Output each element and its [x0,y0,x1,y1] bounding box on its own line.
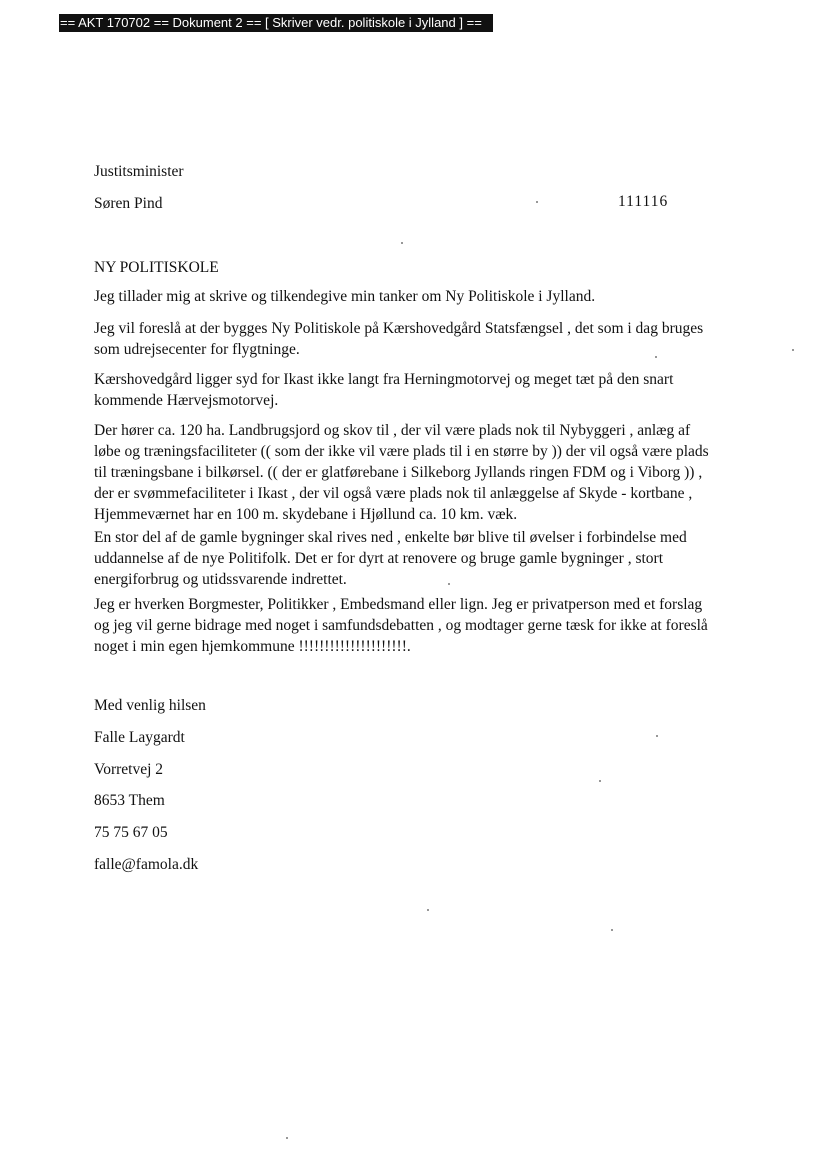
signature-phone: 75 75 67 05 [94,824,168,841]
signature-email: falle@famola.dk [94,856,199,873]
paragraph-line: noget i min egen hjemkommune !!!!!!!!!!!!!!!!!!!!!. [94,638,411,655]
paragraph-line: der er svømmefaciliteter i Ikast , der vil også være plads nok til anlæggelse af Skyde - kortbane , [94,485,693,502]
paragraph-buildings [94,527,734,590]
scan-speck [536,201,538,203]
reference-number: 111116 [618,193,669,210]
signature-closing: Med venlig hilsen [94,697,206,714]
document-header-banner: == AKT 170702 == Dokument 2 == [ Skriver vedr. politiskole i Jylland ] == [59,14,493,32]
recipient-name: Søren Pind [94,195,163,212]
paragraph-line: til træningsbane i bilkørsel. (( der er glatførebane i Silkeborg Jyllands ringen FDM og i Viborg )) , [94,464,703,481]
scan-speck [599,780,601,782]
signature-street: Vorretvej 2 [94,761,164,778]
paragraph-intro [94,286,734,307]
signature-city: 8653 Them [94,792,165,809]
scan-speck [656,735,658,737]
paragraph-line: En stor del af de gamle bygninger skal rives ned , enkelte bør blive til øvelser i forbindelse med [94,529,687,546]
scan-speck [401,242,403,244]
paragraph-line: Kærshovedgård ligger syd for Ikast ikke langt fra Herningmotorvej og meget tæt på den snart [94,371,674,388]
paragraph-proposal [94,318,734,360]
paragraph-line: løbe og træningsfaciliteter (( som der ikke vil være plads til i en større by )) der vil også være plads [94,443,709,460]
paragraph-line: uddannelse af de nye Politifolk. Det er for dyrt at renovere og bruge gamle bygninger , stort [94,550,664,567]
scan-speck [286,1137,288,1139]
paragraph-line: Jeg vil foreslå at der bygges Ny Politiskole på Kærshovedgård Statsfængsel , det som i dag bruges [94,320,704,337]
scan-speck [448,583,450,585]
scan-speck [427,909,429,911]
paragraph-line: Hjemmeværnet har en 100 m. skydebane i Hjøllund ca. 10 km. væk. [94,506,518,523]
paragraph-line: Jeg er hverken Borgmester, Politikker , Embedsmand eller lign. Jeg er privatperson med et forslag [94,596,703,613]
paragraph-line: kommende Hærvejsmotorvej. [94,392,279,409]
letter-heading: NY POLITISKOLE [94,259,219,276]
scan-speck [792,349,794,351]
paragraph-line: og jeg vil gerne bidrage med noget i samfundsdebatten , og modtager gerne tæsk for ikke at foreslå [94,617,708,634]
paragraph-line: Jeg tillader mig at skrive og tilkendegive min tanker om Ny Politiskole i Jylland. [94,288,596,305]
recipient-title: Justitsminister [94,163,184,180]
paragraph-line: som udrejsecenter for flygtninge. [94,341,300,358]
scan-speck [611,929,613,931]
paragraph-facilities [94,420,734,525]
paragraph-line: energiforbrug og utidssvarende indrettet. [94,571,347,588]
paragraph-author-note [94,594,734,657]
scan-speck [655,356,657,358]
signature-name: Falle Laygardt [94,729,185,746]
paragraph-line: Der hører ca. 120 ha. Landbrugsjord og skov til , der vil være plads nok til Nybyggeri , anlæg af [94,422,691,439]
paragraph-location [94,369,734,411]
